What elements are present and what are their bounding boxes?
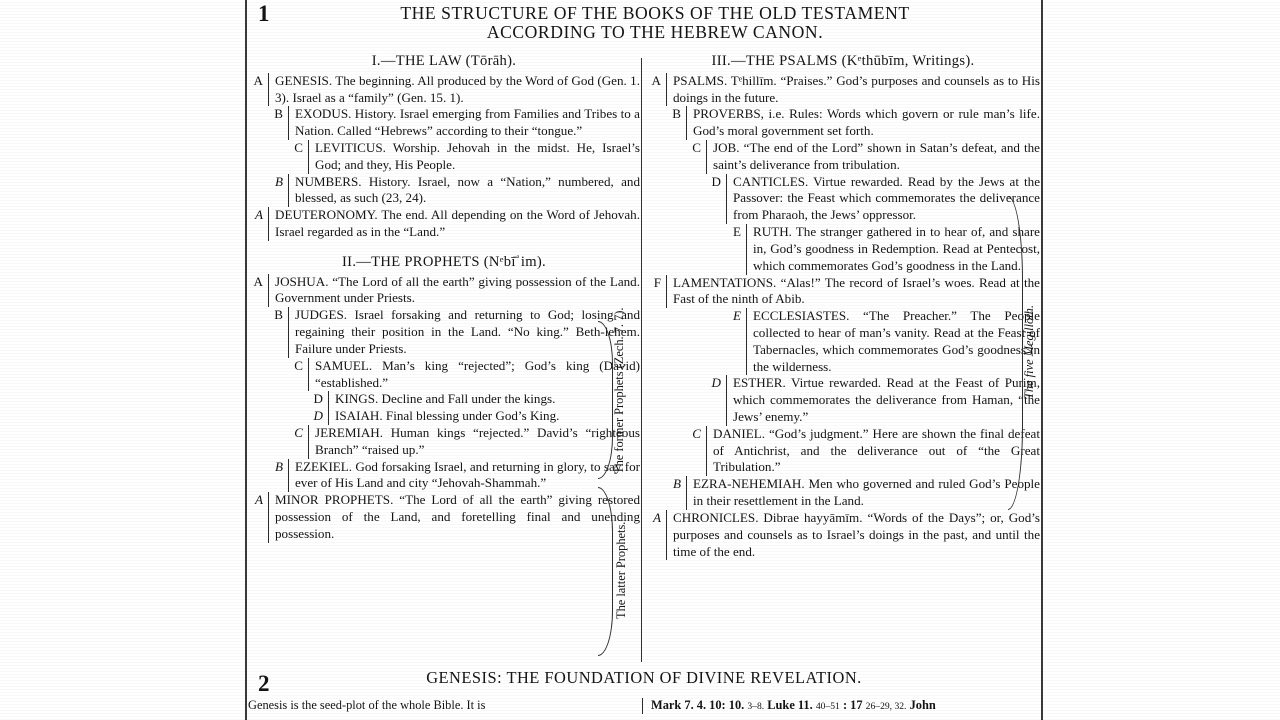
structure-entry — [666, 476, 1040, 510]
footer-ref-luke-verses: 40–51 — [815, 701, 840, 712]
structure-entry — [706, 375, 1040, 425]
entry-label: D — [711, 375, 721, 391]
entry-vertical-rule — [328, 391, 329, 408]
margin-label-latter-prophets: The latter Prophets. — [614, 521, 628, 620]
entry-vertical-rule — [288, 106, 289, 140]
entry-vertical-rule — [268, 73, 269, 107]
entry-vertical-rule — [686, 106, 687, 140]
footer-ref-john: John — [909, 698, 936, 712]
entry-label: F — [653, 274, 661, 290]
entry-label: B — [275, 458, 283, 474]
structure-entry — [646, 73, 1040, 107]
structure-entry — [308, 391, 640, 408]
entry-text: JOSHUA. “The Lord of all the earth” giving possession of the Land. Government under Priests. — [275, 273, 640, 306]
entry-vertical-rule — [288, 307, 289, 357]
footer-ref-luke-verses-2: 26–29, 32. — [865, 701, 907, 712]
entry-label: B — [673, 476, 681, 492]
footer-columns — [248, 698, 1040, 714]
entry-label: B — [275, 173, 283, 189]
entry-text: CANTICLES. Virtue rewarded. Read by the Jews at the Passover: the Feast which commemorates the deliverance from Pharaoh, the Jews’ oppressor. — [733, 173, 1040, 223]
footer-ref-mark-verses: 3–8. — [747, 701, 765, 712]
entry-text: DEUTERONOMY. The end. All depending on the Word of Jehovah. Israel regarded as in the “Land.” — [275, 207, 640, 240]
brace-latter-prophets — [598, 487, 613, 656]
entry-label: C — [692, 140, 701, 155]
structure-entry — [288, 358, 640, 392]
entry-vertical-rule — [288, 459, 289, 493]
structure-entry — [706, 174, 1040, 224]
structure-entry — [288, 425, 640, 459]
entry-text: ISAIAH. Final blessing under God’s King. — [335, 408, 560, 424]
page-margin-left — [0, 0, 240, 720]
entry-label: E — [733, 308, 741, 324]
entry-vertical-rule — [706, 426, 707, 476]
structure-entry — [248, 492, 640, 542]
structure-list-the-psalms — [646, 73, 1040, 561]
structure-entry — [726, 308, 1040, 375]
entry-vertical-rule — [706, 140, 707, 174]
entry-text: PROVERBS, i.e. Rules: Words which govern or rule man’s life. God’s moral government set forth. — [693, 106, 1040, 139]
structure-entry — [646, 510, 1040, 560]
entry-vertical-rule — [686, 476, 687, 510]
brace-former-prophets — [598, 321, 613, 479]
structure-entry — [666, 106, 1040, 140]
entry-label: C — [294, 424, 303, 440]
structure-entry — [726, 224, 1040, 274]
entry-text: RUTH. The stranger gathered in to hear of, and share in, God’s goodness in Redemption. Read at Pentecost, which commemorates God’s goodness in the Land. — [753, 224, 1040, 273]
entry-label: D — [313, 408, 323, 424]
entry-text: ECCLESIASTES. “The Preacher.” The People collected to hear of man’s vanity. Read at the Feast of Tabernacles, which commemorates God’s goodness in the wilderness. — [753, 308, 1040, 374]
section-heading-the-psalms: III.—THE PSALMS (Kᵉthūbīm, Writings). — [711, 53, 975, 69]
entry-text: GENESIS. The beginning. All produced by the Word of God (Gen. 1. 3). Israel as a “family” (Gen. 15. 1). — [275, 72, 640, 105]
entry-vertical-rule — [308, 358, 309, 392]
entry-vertical-rule — [268, 274, 269, 308]
structure-entry — [646, 275, 1040, 309]
entry-text: DANIEL. “God’s judgment.” Here are shown the final defeat of Antichrist, and the deliverance out of “the Great Tribulation.” — [713, 425, 1040, 475]
structure-entry — [248, 274, 640, 308]
entry-label: C — [294, 140, 303, 155]
section-heading-the-law: I.—THE LAW (Tōrāh). — [371, 53, 517, 69]
page-footer — [240, 668, 1048, 712]
left-column — [248, 52, 640, 543]
entry-vertical-rule — [268, 207, 269, 241]
entry-label: A — [651, 72, 661, 88]
page-number-bottom: 2 — [258, 671, 270, 696]
entry-text: MINOR PROPHETS. “The Lord of all the earth” giving restored possession of the Land, and foretelling final and unending possession. — [275, 492, 640, 541]
entry-label: A — [653, 509, 661, 525]
entry-text: LAMENTATIONS. “Alas!” The record of Israel’s woes. Read at the Fast of the ninth of Abib. — [673, 274, 1040, 307]
page-margin-right — [1048, 0, 1280, 720]
page-number-top: 1 — [258, 1, 270, 26]
entry-label: D — [711, 173, 721, 189]
entry-vertical-rule — [328, 408, 329, 425]
entry-text: EZRA-NEHEMIAH. Men who governed and ruled God’s People in their resettlement in the Land. — [693, 476, 1040, 509]
page-border-right-rule — [1041, 0, 1043, 720]
entry-text: SAMUEL. Man’s king “rejected”; God’s king (David) “established.” — [315, 357, 640, 390]
entry-label: A — [255, 492, 263, 508]
entry-vertical-rule — [746, 308, 747, 375]
structure-entry — [268, 307, 640, 357]
entry-text: JOB. “The end of the Lord” shown in Satan’s defeat, and the saint’s deliverance from tribulation. — [713, 140, 1040, 172]
page-title-line-1: THE STRUCTURE OF THE BOOKS OF THE OLD TESTAMENT — [400, 3, 910, 23]
entry-vertical-rule — [726, 174, 727, 224]
structure-list-the-prophets — [248, 274, 640, 543]
footer-ref-luke: Luke 11. — [767, 698, 813, 712]
structure-entry — [268, 459, 640, 493]
page-border-left-rule — [245, 0, 247, 720]
entry-vertical-rule — [308, 425, 309, 459]
entry-label: B — [274, 106, 283, 122]
entry-vertical-rule — [746, 224, 747, 274]
entry-text: EZEKIEL. God forsaking Israel, and returning in glory, to say for ever of His Land and city “Jehovah-Shammah.” — [295, 458, 640, 491]
footer-ref-mark: Mark 7. 4. 10: 10. — [651, 698, 745, 712]
entry-text: KINGS. Decline and Fall under the kings. — [335, 391, 556, 407]
margin-label-five-megilloth: The five Megillōth. — [1022, 305, 1036, 399]
entry-label: C — [294, 357, 303, 373]
entry-text: LEVITICUS. Worship. Jehovah in the midst. He, Israel’s God; and they, His People. — [315, 140, 640, 172]
entry-label: B — [672, 106, 681, 122]
page-title-line-2: ACCORDING TO THE HEBREW CANON. — [486, 22, 824, 42]
entry-text: JUDGES. Israel forsaking and returning to God; losing and regaining their position in the Land. “No king.” Beth-lehem. Failure under Priests. — [295, 307, 640, 356]
structure-entry — [686, 426, 1040, 476]
brace-five-megilloth — [1008, 196, 1023, 510]
entry-text: CHRONICLES. Dibrae hayyāmīm. “Words of the Days”; or, God’s purposes and counsels as to Israel’s doings in the past, and until the time of the end. — [673, 509, 1040, 559]
entry-text: ESTHER. Virtue rewarded. Read at the Feast of Purim, which commemorates the deliverance from Haman, “the Jews’ enemy.” — [733, 375, 1040, 424]
structure-entry — [248, 207, 640, 241]
entry-vertical-rule — [666, 73, 667, 107]
entry-label: C — [692, 425, 701, 441]
structure-entry — [248, 73, 640, 107]
entry-vertical-rule — [726, 375, 727, 425]
entry-label: A — [253, 273, 263, 289]
column-divider-rule — [641, 58, 642, 662]
entry-label: A — [253, 72, 263, 88]
page-sheet — [240, 0, 1048, 720]
entry-label: D — [313, 391, 323, 407]
footer-section-title: GENESIS: THE FOUNDATION OF DIVINE REVELATION. — [426, 668, 862, 687]
entry-vertical-rule — [268, 492, 269, 542]
structure-list-the-law — [248, 73, 640, 241]
entry-text: JEREMIAH. Human kings “rejected.” David’s “righteous Branch” “raised up.” — [315, 424, 640, 457]
entry-text: NUMBERS. History. Israel, now a “Nation,” numbered, and blessed, as such (23, 24). — [295, 173, 640, 206]
entry-vertical-rule — [308, 140, 309, 174]
structure-entry — [268, 174, 640, 208]
entry-label: A — [255, 207, 263, 223]
footer-ref-luke-chapter: : 17 — [842, 698, 863, 712]
entry-text: PSALMS. Tᵉhillīm. “Praises.” God’s purposes and counsels as to His doings in the future. — [673, 72, 1040, 105]
structure-entry — [268, 106, 640, 140]
entry-text: EXODUS. History. Israel emerging from Families and Tribes to a Nation. Called “Hebrews” according to their “tongue.” — [295, 106, 640, 139]
structure-entry — [686, 140, 1040, 174]
entry-label: B — [274, 307, 283, 323]
structure-entry — [308, 408, 640, 425]
section-heading-the-prophets: II.—THE PROPHETS (Nᵉbī̄ʾim). — [342, 253, 546, 270]
entry-label: E — [733, 224, 741, 240]
right-column — [646, 52, 1040, 560]
footer-left-text: Genesis is the seed-plot of the whole Bible. It is — [248, 698, 486, 712]
entry-vertical-rule — [666, 275, 667, 309]
footer-right-text — [642, 698, 1039, 714]
entry-vertical-rule — [288, 174, 289, 208]
structure-entry — [288, 140, 640, 174]
entry-vertical-rule — [666, 510, 667, 560]
margin-label-former-prophets: The former Prophets (Zech. 7. 7). — [612, 307, 626, 474]
